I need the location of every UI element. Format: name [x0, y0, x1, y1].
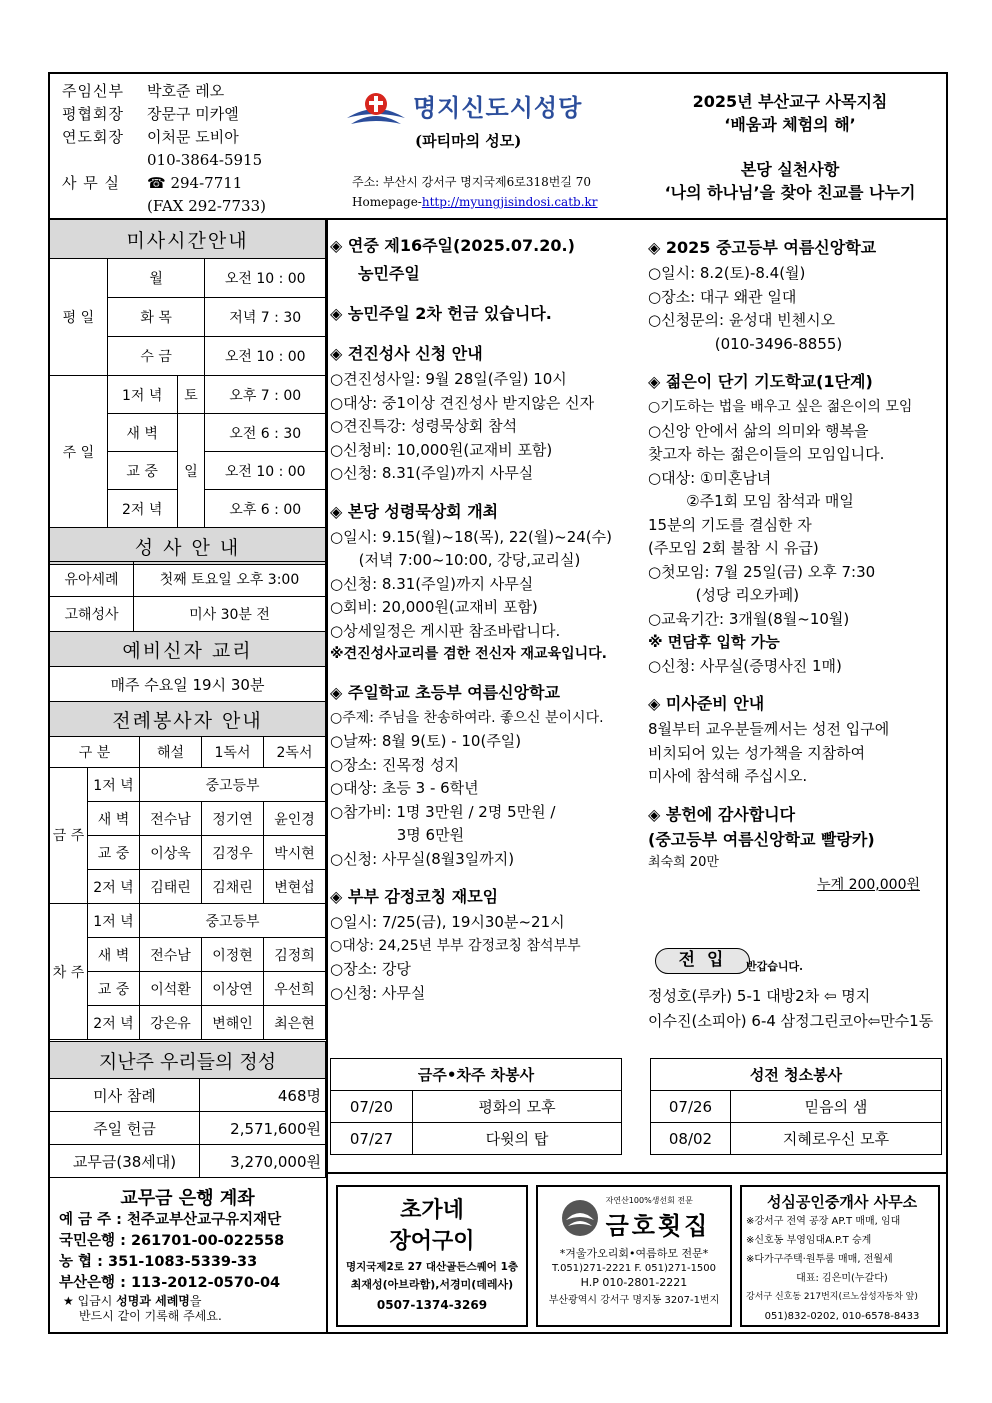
- staff-label: 평협회장: [62, 105, 124, 123]
- car-service-title: 금주•차주 차봉사: [331, 1059, 622, 1091]
- sacrament-value: 미사 30분 전: [134, 597, 326, 632]
- sacrament-value: 첫째 토요일 오후 3:00: [134, 562, 326, 597]
- staff-label: 연도회장: [62, 128, 124, 146]
- mass-time: 오전 6 : 30: [205, 414, 326, 452]
- this-week-label: 금 주: [50, 768, 88, 904]
- notice-note: ※견진성사교리를 겸한 전신자 재교육입니다.: [330, 646, 607, 662]
- transfer-item: 정성호(루카) 5-1 대방2차 ⇦ 명지: [648, 987, 871, 1005]
- server-cell: 김정우: [202, 836, 264, 870]
- mass-time: 오후 6 : 00: [205, 490, 326, 528]
- notice-line: ○신청문의: 윤성대 빈첸시오: [648, 311, 836, 329]
- notice-line: ○견진특강: 성령묵상회 참석: [330, 417, 518, 435]
- notice-line: ○대상: 24,25년 부부 감정코칭 참석부부: [330, 937, 581, 954]
- car-service-table: [330, 1058, 622, 1155]
- servers-header: 2독서: [264, 737, 326, 768]
- ad-tagline: 자연산100%생선회 전문: [605, 1196, 693, 1205]
- notice-line: (저녁 7:00~10:00, 강당,교리실): [330, 551, 581, 569]
- offering-label: 미사 참례: [50, 1079, 200, 1112]
- notice-line: ○회비: 20,000원(교재비 포함): [330, 598, 538, 616]
- ad-title: 장어구이: [389, 1229, 475, 1254]
- weekday-label: 평 일: [50, 259, 108, 376]
- staff-label: 사 무 실: [62, 174, 121, 192]
- mass-day: 토: [177, 376, 205, 414]
- sacrament-table: [49, 561, 326, 737]
- notice-line: ○참가비: 1명 3만원 / 2명 5만원 /: [330, 802, 556, 821]
- restaurant-emblem-icon: [558, 1198, 602, 1238]
- server-cell: 정기연: [202, 802, 264, 836]
- server-cell: 이석환: [140, 972, 202, 1006]
- servers-header: 구 분: [50, 737, 140, 768]
- catechumen-schedule: 매주 수요일 19시 30분: [50, 667, 326, 702]
- mass-time: 오후 7 : 00: [205, 376, 326, 414]
- mass-name: 2저 녁: [107, 490, 177, 528]
- church-address: 주소: 부산시 강서구 명지국제6로318번길 70: [352, 175, 591, 189]
- staff-value: (FAX 292-7733): [147, 197, 266, 215]
- bank-label: 국민은행 :: [59, 1233, 126, 1249]
- bank-label: 예 금 주 :: [59, 1212, 122, 1228]
- church-emblem-icon: [345, 90, 407, 134]
- ad-line: ※다가구주택·원투룸 매매, 전월세: [746, 1254, 893, 1265]
- mass-time: 저녁 7 : 30: [205, 298, 326, 337]
- server-cell: 김태린: [140, 870, 202, 904]
- ad-line: *겨울가오리회•여름하모 전문*: [559, 1247, 709, 1260]
- staff-list: [62, 80, 266, 218]
- church-name: 명지신도시성당: [413, 94, 583, 122]
- notice-title: ◈ 농민주일 2차 헌금 있습니다.: [330, 304, 552, 323]
- parish-practice: ‘나의 하나님’을 찾아 친교를 나누기: [664, 183, 916, 202]
- service-group: 지혜로우신 모후: [731, 1123, 942, 1155]
- ad-sashimi-restaurant: [536, 1185, 732, 1327]
- notice-title: ◈ 부부 감정코칭 재모임: [330, 887, 499, 906]
- ad-line: 대표: 김은미(누갈다): [796, 1273, 888, 1284]
- staff-value: 장문구 미카엘: [147, 105, 239, 123]
- notice-title: ◈ 연중 제16주일(2025.07.20.): [330, 236, 575, 255]
- server-mass: 교 중: [88, 836, 140, 870]
- sacrament-label: 고해성사: [50, 597, 134, 632]
- server-mass: 2저 녁: [88, 870, 140, 904]
- bank-value: 113-2012-0570-04: [130, 1275, 281, 1291]
- notice-line: ○장소: 진목정 성지: [330, 755, 460, 774]
- offering-label: 교무금(38세대): [50, 1145, 200, 1178]
- pastoral-guideline: [640, 90, 940, 204]
- server-cell: 김채린: [202, 870, 264, 904]
- notice-line: ○신청: 8.31(주일)까지 사무실: [330, 574, 534, 593]
- server-cell: 우선희: [264, 972, 326, 1006]
- notice-line: (성당 리오카페): [648, 586, 800, 604]
- service-date: 08/02: [651, 1123, 731, 1155]
- bank-label: 부산은행 :: [59, 1275, 126, 1291]
- ad-title: 금호횟집: [605, 1212, 711, 1240]
- service-group: 평화의 모후: [413, 1091, 622, 1123]
- bank-value: 천주교부산교구유지재단: [127, 1212, 282, 1228]
- server-cell: 전수남: [140, 802, 202, 836]
- bank-note-text: 을: [189, 1294, 202, 1308]
- servers-header: 해설: [140, 737, 202, 768]
- transfer-item: 이수진(소피아) 6-4 삼정그린코아⇦만수1동: [648, 1012, 934, 1030]
- ads-divider: [327, 1172, 948, 1174]
- bank-label: 농 협 :: [59, 1254, 103, 1270]
- ad-line: ※강서구 전역 공장 AP.T 매매, 임대: [746, 1216, 901, 1227]
- ad-phone: 0507-1374-3269: [376, 1298, 488, 1312]
- service-group: 다윗의 탑: [413, 1123, 622, 1155]
- mass-name: 1저 녁: [107, 376, 177, 414]
- server-cell: 이상욱: [140, 836, 202, 870]
- servers-table: [49, 736, 326, 1040]
- notice-line: 비치되어 있는 성가책을 지참하여: [648, 743, 866, 762]
- notice-line: ②주1회 모임 참석과 매일: [648, 492, 854, 510]
- ad-title: 성심공인중개사 사무소: [766, 1193, 918, 1211]
- server-cell: 윤인경: [264, 802, 326, 836]
- notice-line: ○신청: 사무실(증명사진 1매): [648, 656, 842, 675]
- sacrament-label: 유아세례: [50, 562, 134, 597]
- sacrament-title: 성 사 안 내: [50, 528, 326, 565]
- notice-line: ○견진성사일: 9월 28일(주일) 10시: [330, 370, 567, 388]
- ad-line: 부산광역시 강서구 명지동 3207-1번지: [548, 1295, 720, 1306]
- service-group: 믿음의 샘: [731, 1091, 942, 1123]
- notice-line: 15분의 기도를 결심한 자: [648, 515, 812, 534]
- server-cell: 김정희: [264, 938, 326, 972]
- catechumen-title: 예비신자 교리: [50, 632, 326, 667]
- notice-line: 8월부터 교우분들께서는 성전 입구에: [648, 720, 890, 738]
- bank-note-text: 반드시 같이 기록해 주세요.: [79, 1309, 222, 1323]
- server-mass: 1저 녁: [88, 768, 140, 802]
- offering-label: 주일 헌금: [50, 1112, 200, 1145]
- right-notices: [648, 234, 944, 898]
- cleaning-table: [650, 1058, 942, 1155]
- bank-note-bold: 성명과 세례명: [116, 1294, 190, 1308]
- notice-title: ◈ 젊은이 단기 기도학교(1단계): [648, 372, 873, 391]
- parish-practice-title: 본당 실천사항: [740, 160, 840, 179]
- server-cell: 중고등부: [140, 768, 326, 802]
- notice-title: ◈ 봉헌에 감사합니다: [648, 804, 796, 824]
- church-subtitle: (파티마의 성모): [415, 132, 522, 150]
- notice-line: ○장소: 대구 왜관 일대: [648, 287, 797, 306]
- notice-line: ○날짜: 8월 9(토) - 10(주일): [330, 732, 522, 750]
- ad-line: 051)832-0202, 010-6578-8433: [764, 1311, 920, 1322]
- bank-account: [49, 1177, 326, 1333]
- church-logo: [345, 86, 630, 156]
- staff-label: [62, 195, 147, 218]
- server-cell: 변해인: [202, 1006, 264, 1040]
- bank-note-text: ★ 입금시: [63, 1294, 117, 1308]
- server-cell: 최은현: [264, 1006, 326, 1040]
- notice-title: ◈ 2025 중고등부 여름신앙학교: [648, 238, 877, 257]
- mass-day: 수 금: [107, 337, 205, 376]
- notice-line: ○일시: 7/25(금), 19시30분~21시: [330, 913, 565, 931]
- column-divider: [326, 219, 328, 1334]
- notice-title: ◈ 본당 성령묵상회 개최: [330, 501, 499, 521]
- bank-title: 교무금 은행 계좌: [120, 1188, 255, 1209]
- ad-real-estate: [740, 1185, 940, 1327]
- notice-line: (주모임 2회 불참 시 유급): [648, 539, 819, 557]
- notice-line: ○대상: 초등 3 - 6학년: [330, 779, 479, 797]
- notice-line: ○신청: 사무실(8월3일까지): [330, 849, 515, 868]
- next-week-label: 차 주: [50, 904, 88, 1040]
- notice-line: ○첫모임: 7월 25일(금) 오후 7:30: [648, 562, 876, 581]
- notice-line: ○주제: 주님을 찬송하여라. 좋으신 분이시다.: [330, 709, 604, 726]
- notice-line: 미사에 참석해 주십시오.: [648, 767, 808, 785]
- mass-time: 오전 10 : 00: [205, 452, 326, 490]
- notice-line: ○기도하는 법을 배우고 싶은 젊은이의 모임: [648, 399, 913, 415]
- transfer-badge: 전 입: [655, 948, 750, 974]
- server-cell: 이상연: [202, 972, 264, 1006]
- donation-total: 누계 200,000원: [817, 877, 920, 893]
- server-cell: 중고등부: [140, 904, 326, 938]
- notice-subtitle: 농민주일: [358, 264, 420, 283]
- ad-line: ※신호동 부영임대A.P.T 승계: [746, 1235, 872, 1246]
- service-date: 07/27: [331, 1123, 413, 1155]
- guideline-theme: ‘배움과 체험의 해’: [724, 115, 856, 134]
- church-address-block: [352, 172, 598, 212]
- notice-line: ○신청: 사무실: [330, 983, 426, 1002]
- mass-time: 오전 10 : 00: [205, 337, 326, 376]
- server-mass: 2저 녁: [88, 1006, 140, 1040]
- ad-owner: 최재성(아브라함),서경미(데레사): [350, 1278, 514, 1291]
- notice-line: ○신청: 8.31(주일)까지 사무실: [330, 464, 534, 482]
- homepage-link[interactable]: http://myungjisindosi.catb.kr: [421, 195, 598, 209]
- staff-value: 010-3864-5915: [147, 151, 263, 169]
- notice-line: ○신앙 안에서 삶의 의미와 행복을: [648, 421, 869, 440]
- notice-title: ◈ 미사준비 안내: [648, 694, 765, 713]
- notice-title: ◈ 견진성사 신청 안내: [330, 344, 483, 363]
- mass-day: 일: [177, 414, 205, 528]
- notice-line: 최숙희 20만: [648, 854, 719, 870]
- offering-title: 지난주 우리들의 정성: [50, 1042, 326, 1079]
- server-cell: 강은유: [140, 1006, 202, 1040]
- offering-table: [49, 1041, 326, 1178]
- bank-value: 261701-00-022558: [130, 1233, 285, 1249]
- server-cell: 박시현: [264, 836, 326, 870]
- ad-address: 명지국제2로 27 대산골든스퀘어 1층: [345, 1261, 519, 1273]
- servers-title: 전례봉사자 안내: [50, 702, 326, 737]
- mass-name: 새 벽: [107, 414, 177, 452]
- bank-note: [49, 1294, 326, 1324]
- notice-line: ○교육기간: 3개월(8월~10월): [648, 609, 850, 628]
- mass-schedule-table: [49, 219, 326, 565]
- notice-title: ◈ 주일학교 초등부 여름신앙학교: [330, 682, 560, 702]
- notice-line: ○장소: 강당: [330, 960, 411, 978]
- notice-line: ○대상: 중1이상 견진성사 받지않은 신자: [330, 393, 595, 412]
- notice-line: ○신청비: 10,000원(교재비 포함): [330, 440, 553, 459]
- staff-label: [62, 149, 147, 172]
- bank-value: 351-1083-5339-33: [107, 1254, 258, 1270]
- server-mass: 1저 녁: [88, 904, 140, 938]
- mass-day: 화 목: [107, 298, 205, 337]
- ad-line: H.P 010-2801-2221: [580, 1276, 688, 1289]
- staff-label: 주임신부: [62, 82, 124, 100]
- notice-line: ○대상: ①미혼남녀: [648, 468, 772, 487]
- ad-title: 초가네: [400, 1198, 464, 1223]
- servers-header: 1독서: [202, 737, 264, 768]
- ad-eel-restaurant: [336, 1185, 528, 1327]
- server-cell: 전수남: [140, 938, 202, 972]
- server-mass: 새 벽: [88, 938, 140, 972]
- homepage-label: Homepage-: [352, 195, 422, 209]
- server-mass: 교 중: [88, 972, 140, 1006]
- notice-subtitle: (중고등부 여름신앙학교 빨랑카): [648, 829, 875, 849]
- notice-line: 찾고자 하는 젊은이들의 모임입니다.: [648, 445, 885, 463]
- notice-line: ○일시: 8.2(토)-8.4(월): [648, 264, 806, 282]
- mass-name: 교 중: [107, 452, 177, 490]
- ad-line: T.051)271-2221 F. 051)271-1500: [551, 1263, 717, 1274]
- server-cell: 변현섭: [264, 870, 326, 904]
- offering-value: 3,270,000원: [200, 1145, 326, 1178]
- server-cell: 이정현: [202, 938, 264, 972]
- staff-value: ☎ 294-7711: [147, 174, 243, 192]
- notice-line: ○일시: 9.15(월)~18(목), 22(월)~24(수): [330, 527, 612, 546]
- staff-value: 이처문 도비아: [147, 128, 239, 146]
- service-date: 07/26: [651, 1091, 731, 1123]
- sunday-label: 주 일: [50, 376, 108, 528]
- offering-value: 468명: [200, 1079, 326, 1112]
- notice-line: (010-3496-8855): [648, 334, 843, 353]
- transfer-list: [648, 984, 933, 1034]
- mass-day: 월: [107, 259, 205, 298]
- staff-value: 박호준 레오: [147, 82, 225, 100]
- mass-time: 오전 10 : 00: [205, 259, 326, 298]
- ad-line: 강서구 신호동 217번지(르노삼성자동차 앞): [746, 1292, 918, 1302]
- guideline-title: 2025년 부산교구 사목지침: [692, 92, 888, 111]
- server-mass: 새 벽: [88, 802, 140, 836]
- middle-notices: [330, 232, 640, 1005]
- notice-note: ※ 면담후 입학 가능: [648, 633, 780, 651]
- offering-value: 2,571,600원: [200, 1112, 326, 1145]
- notice-line: 3명 6만원: [330, 826, 465, 844]
- cleaning-title: 성전 청소봉사: [651, 1059, 942, 1091]
- notice-line: ○상세일정은 게시판 참조바랍니다.: [330, 621, 561, 640]
- welcome-text: 반갑습니다.: [746, 960, 803, 973]
- service-date: 07/20: [331, 1091, 413, 1123]
- mass-schedule-title: 미사시간안내: [50, 220, 326, 259]
